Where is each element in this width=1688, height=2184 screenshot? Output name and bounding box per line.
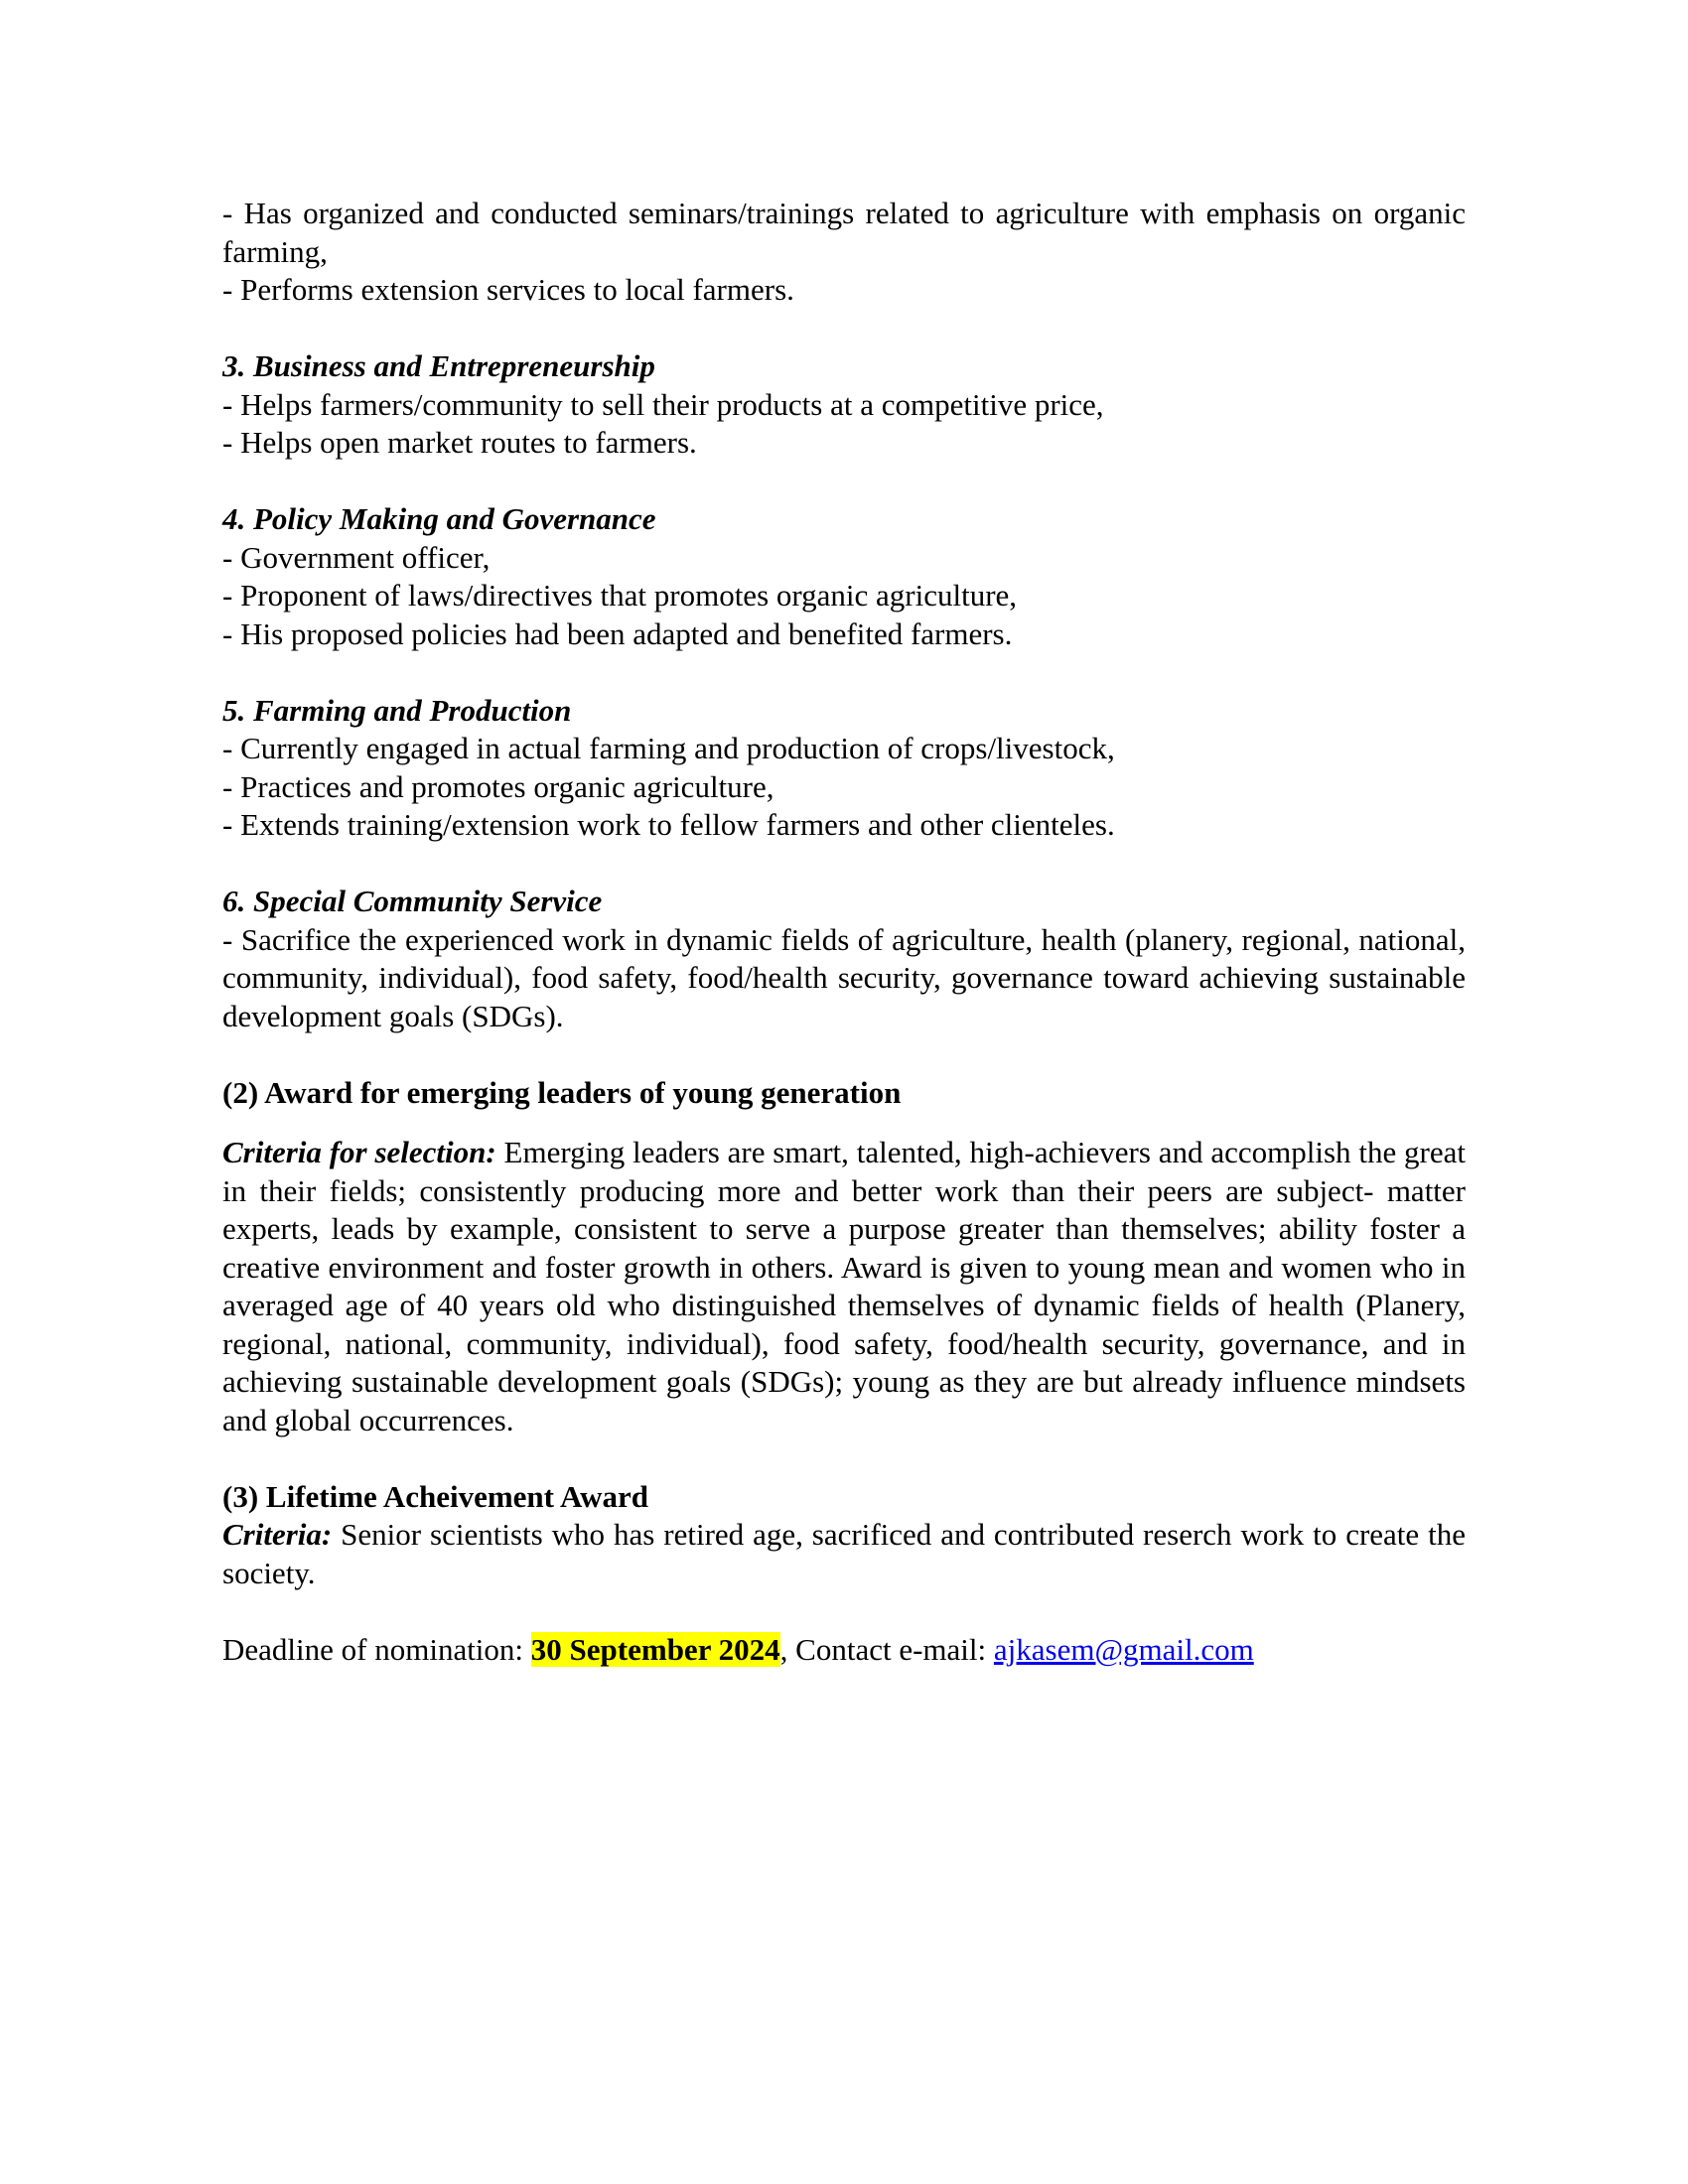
list-item: - Proponent of laws/directives that promotes organic agriculture, — [222, 578, 1018, 613]
list-item: - Helps open market routes to farmers. — [222, 425, 697, 460]
document-page — [222, 195, 1466, 1669]
deadline-label: Deadline of nomination: — [222, 1631, 531, 1667]
list-item: - Extends training/extension work to fellow farmers and other clienteles. — [222, 807, 1115, 842]
criteria-label: Criteria for selection: — [222, 1135, 496, 1169]
deadline-date: 30 September 2024 — [530, 1631, 780, 1667]
section-community — [222, 883, 1466, 1035]
award-title: (3) Lifetime Acheivement Award — [222, 1478, 649, 1514]
award-lifetime — [222, 1478, 1466, 1593]
list-item: - Currently engaged in actual farming and production of crops/livestock, — [222, 731, 1115, 765]
section-title: 5. Farming and Production — [222, 692, 572, 728]
list-item: - Government officer, — [222, 539, 491, 575]
contact-email-link[interactable]: ajkasem@gmail.com — [993, 1631, 1254, 1667]
award-criteria — [222, 1516, 1466, 1592]
deadline-line — [222, 1631, 1466, 1670]
contact-label: , Contact e-mail: — [779, 1631, 994, 1667]
list-item: - His proposed policies had been adapted and benefited farmers. — [222, 615, 1013, 651]
list-item: - Sacrifice the experienced work in dynamic fields of agriculture, health (planery, regional, national, community, individual), food safety, food/health security, governance toward achieving sustainable development goals (SDGs). — [222, 921, 1466, 1033]
section-farming — [222, 692, 1466, 845]
section-business — [222, 347, 1466, 463]
award-title: (2) Award for emerging leaders of young generation — [222, 1074, 902, 1110]
section-title: 6. Special Community Service — [222, 884, 603, 918]
criteria-label: Criteria: — [222, 1517, 333, 1552]
list-item: - Performs extension services to local farmers. — [222, 272, 794, 307]
list-item: - Has organized and conducted seminars/trainings related to agriculture with emphasis on organic farming, — [222, 196, 1466, 269]
award-emerging-leaders — [222, 1074, 1466, 1440]
section-title: 3. Business and Entrepreneurship — [222, 348, 655, 383]
list-item: - Helps farmers/community to sell their products at a competitive price, — [222, 386, 1104, 422]
section-title: 4. Policy Making and Governance — [222, 501, 656, 536]
criteria-text: Senior scientists who has retired age, sacrificed and contributed reserch work to create the society. — [222, 1517, 1466, 1590]
award-criteria — [222, 1134, 1466, 1439]
section-policy — [222, 500, 1466, 653]
list-item: - Practices and promotes organic agriculture, — [222, 768, 774, 804]
intro-list — [222, 195, 1466, 310]
criteria-text: Emerging leaders are smart, talented, high-achievers and accomplish the great in their fields; consistently producing more and better work than their peers are subject- matter experts, leads by example, consistent to serve a purpose greater than themselves; ability foster a creative environment and foster growth in others. Award is given to young mean and women who in averaged age of 40 years old who distinguished themselves of dynamic fields of health (Planery, regional, national, community, individual), food safety, food/health security, governance, and in achieving sustainable development goals (SDGs); young as they are but already influence mindsets and global occurrences. — [222, 1135, 1466, 1437]
